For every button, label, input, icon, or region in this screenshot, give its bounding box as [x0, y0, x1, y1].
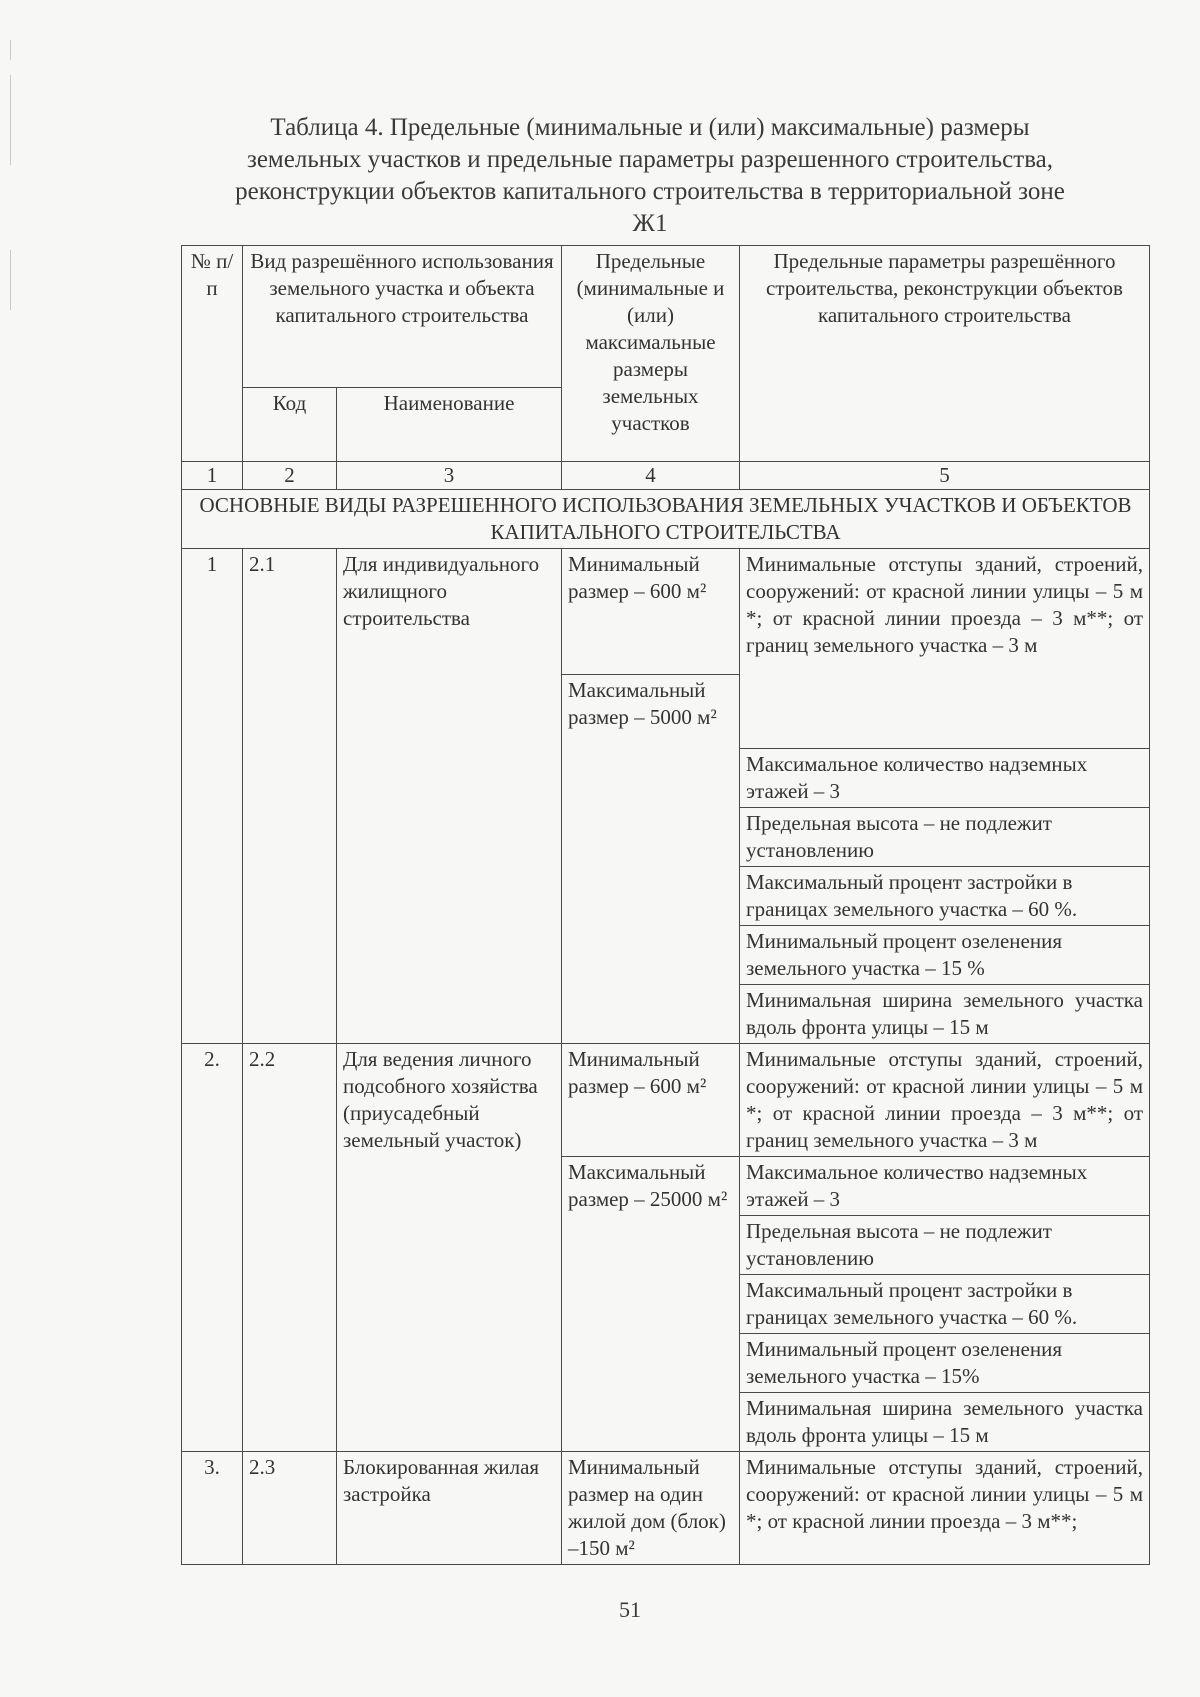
row-size-max: Максимальный размер – 25000 м²: [562, 1157, 740, 1452]
row-param: Максимальный процент застройки в границах земельного участка – 60 %.: [740, 1275, 1150, 1334]
row-size-min: Минимальный размер – 600 м²: [562, 1044, 740, 1157]
col-number: 3: [337, 462, 562, 490]
col-number: 2: [243, 462, 337, 490]
row-name: Для индивидуального жилищного строительства: [337, 549, 562, 1044]
header-size: Предельные (минимальные и (или) максимальные размеры земельных участков: [562, 246, 740, 462]
col-number: 4: [562, 462, 740, 490]
row-param: Максимальное количество надземных этажей – 3: [740, 1157, 1150, 1216]
table-row: [182, 1044, 1150, 1157]
scan-edge-mark: [10, 40, 11, 60]
row-param: Минимальная ширина земельного участка вдоль фронта улицы – 15 м: [740, 985, 1150, 1044]
caption-line: Ж1: [632, 210, 668, 237]
table-row: [182, 549, 1150, 675]
header-code: Код: [243, 388, 337, 462]
row-param: Минимальные отступы зданий, строений, сооружений: от красной линии улицы – 5 м *; от красной линии проезда – 3 м**; от границ земельного участка – 3 м: [740, 549, 1150, 749]
row-param: Минимальный процент озеленения земельного участка – 15 %: [740, 926, 1150, 985]
section-row: [182, 490, 1150, 549]
col-number: 1: [182, 462, 243, 490]
header-row: [182, 246, 1150, 388]
row-size-min: Минимальный размер – 600 м²: [562, 549, 740, 675]
page-number: 51: [619, 1597, 641, 1622]
row-param: Предельная высота – не подлежит установлению: [740, 808, 1150, 867]
caption-line: реконструкции объектов капитального строительства в территориальной зоне: [235, 178, 1065, 205]
section-title: ОСНОВНЫЕ ВИДЫ РАЗРЕШЕННОГО ИСПОЛЬЗОВАНИЯ ЗЕМЕЛЬНЫХ УЧАСТКОВ И ОБЪЕКТОВ КАПИТАЛЬНОГО СТРОИТЕЛЬСТВА: [182, 490, 1150, 549]
row-param: Максимальный процент застройки в границах земельного участка – 60 %.: [740, 867, 1150, 926]
row-param: Максимальное количество надземных этажей – 3: [740, 749, 1150, 808]
row-size-min: Минимальный размер на один жилой дом (блок) –150 м²: [562, 1452, 740, 1565]
row-name: Для ведения личного подсобного хозяйства (приусадебный земельный участок): [337, 1044, 562, 1452]
row-param: Минимальные отступы зданий, строений, сооружений: от красной линии улицы – 5 м *; от красной линии проезда – 3 м**;: [740, 1452, 1150, 1565]
row-param: Предельная высота – не подлежит установлению: [740, 1216, 1150, 1275]
row-num: 3.: [182, 1452, 243, 1565]
row-code: 2.1: [243, 549, 337, 1044]
scan-edge-mark: [10, 75, 11, 165]
row-num: 1: [182, 549, 243, 1044]
table-caption: [150, 112, 1150, 240]
row-param: Минимальный процент озеленения земельного участка – 15%: [740, 1334, 1150, 1393]
row-num: 2.: [182, 1044, 243, 1452]
row-name: Блокированная жилая застройка: [337, 1452, 562, 1565]
header-name: Наименование: [337, 388, 562, 462]
col-number: 5: [740, 462, 1150, 490]
header-num: № п/п: [182, 246, 243, 462]
row-param: Минимальная ширина земельного участка вдоль фронта улицы – 15 м: [740, 1393, 1150, 1452]
row-code: 2.2: [243, 1044, 337, 1452]
caption-line: Таблица 4. Предельные (минимальные и (или) максимальные) размеры: [270, 114, 1030, 141]
header-type-group: Вид разрешённого использования земельного участка и объекта капитального строительства: [243, 246, 562, 388]
table-row: [182, 1452, 1150, 1565]
row-code: 2.3: [243, 1452, 337, 1565]
column-numbers-row: [182, 462, 1150, 490]
header-params: Предельные параметры разрешённого строительства, реконструкции объектов капитального строительства: [740, 246, 1150, 462]
caption-line: земельных участков и предельные параметры разрешенного строительства,: [246, 146, 1054, 173]
scan-edge-mark: [10, 250, 11, 310]
regulations-table: [181, 245, 1150, 1565]
row-size-max: Максимальный размер – 5000 м²: [562, 675, 740, 1044]
row-param: Минимальные отступы зданий, строений, сооружений: от красной линии улицы – 5 м *; от красной линии проезда – 3 м**; от границ земельного участка – 3 м: [740, 1044, 1150, 1157]
